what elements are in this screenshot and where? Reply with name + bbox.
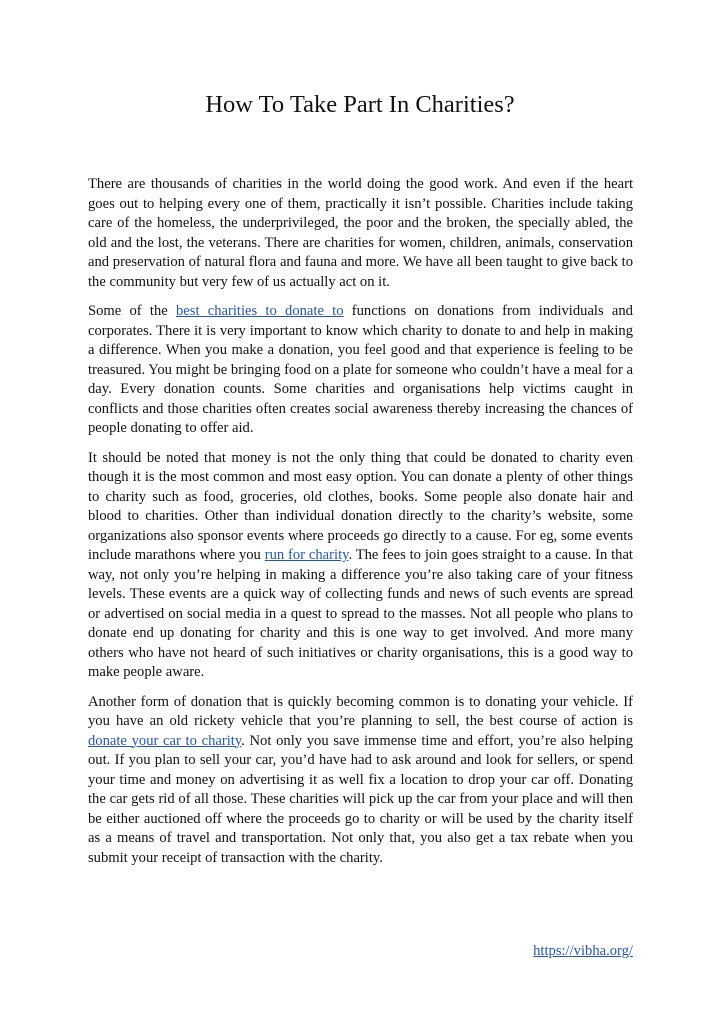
paragraph-other-donations [88,449,633,683]
paragraph-text: Another form of donation that is quickly becoming common is to donating your vehicle. If you have an old rickety vehicle that you’re planning to sell, the best course of action is [88,693,633,729]
paragraph-text: It should be noted that money is not the only thing that could be donated to charity even though it is the most common and most easy option. You can donate a plenty of other things to charity such as food, groceries, old clothes, books. Some people also donate hair and blood to charities. Other than individual donation directly to the charity’s website, some organizations also sponsor events where proceeds go directly to a cause. For eg, some events include marathons where you [88,449,633,563]
paragraph-text: . Not only you save immense time and effort, you’re also helping out. If you plan to sell your car, you’d have had to ask around and look for sellers, or spend your time and money on advertising it as well fix a location to drop your car off. Donating the car gets rid of all those. These charities will pick up the car from your place and will then be either auctioned off where the proceeds go to charity or will be used by the charity itself as a means of travel and transportation. Not only that, you also get a tax rebate when you submit your receipt of transaction with the charity. [88,732,633,866]
paragraph-intro: There are thousands of charities in the world doing the good work. And even if the heart goes out to helping every one of them, practically it isn’t possible. Charities include taking care of the homeless, the underprivileged, the poor and the broken, the specially abled, the old and the lost, the veterans. There are charities for women, children, animals, conservation and preservation of natural flora and fauna and more. We have all been taught to give back to the community but very few of us actually act on it. [88,176,633,290]
paragraph-text: Some of the [88,303,176,319]
paragraph-vehicle-donation [88,693,633,869]
footer-url-link[interactable]: https://vibha.org/ [533,943,633,959]
best-charities-link[interactable]: best charities to donate to [175,303,344,319]
article-body [88,175,633,878]
run-for-charity-link[interactable]: run for charity [264,547,349,563]
paragraph-text: . The fees to join goes straight to a cause. In that way, not only you’re helping in making a difference you’re also taking care of your fitness levels. These events are a quick way of collecting funds and news of such events are spread or advertised on social media in a quest to spread to the masses. Not all people who plans to donate end up donating for charity and this is one way to get involved. And more many others who have not heard of such initiatives or charity organisations, this is a good way to make people aware. [88,547,633,680]
paragraph-text: functions on donations from individuals and corporates. There it is very important to know which charity to donate to and help in making a difference. When you make a donation, you feel good and that experience is feeling to be treasured. You might be bringing food on a plate for someone who couldn’t have a meal for a day. Every donation counts. Some charities and organisations help victims caught in conflicts and those charities often creates social awareness thereby increasing the chances of people donating to offer aid. [88,303,633,436]
paragraph-best-charities [88,302,633,439]
donate-car-link[interactable]: donate your car to charity [88,732,242,749]
page-title: How To Take Part In Charities? [205,91,515,118]
